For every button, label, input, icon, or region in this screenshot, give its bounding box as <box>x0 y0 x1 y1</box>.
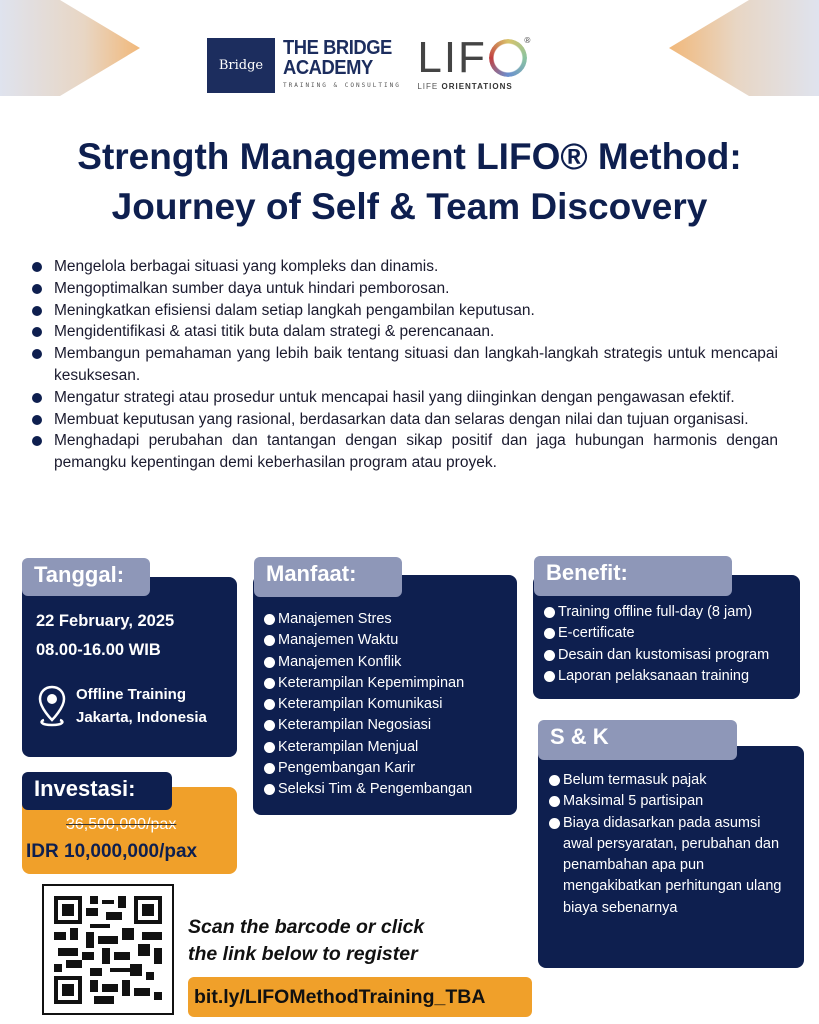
manfaat-item: Seleksi Tim & Pengembangan <box>263 779 517 800</box>
terms-item: Biaya didasarkan pada asumsi awal persyaratan, perubahan dan penambahan apa pun mengakibatkan perhitungan ulang biaya sebenarnya <box>548 813 794 919</box>
objective-item: Mengoptimalkan sumber daya untuk hindari pemborosan. <box>30 278 778 300</box>
terms-item: Belum termasuk pajak <box>548 770 794 791</box>
academy-tagline: TRAINING & CONSULTING <box>283 82 401 89</box>
manfaat-item: Keterampilan Kepemimpinan <box>263 673 517 694</box>
benefit-label: Benefit: <box>534 556 732 596</box>
event-date: 22 February, 2025 <box>36 612 175 630</box>
location-type: Offline Training <box>76 686 187 703</box>
manfaat-item: Pengembangan Karir <box>263 758 517 779</box>
discount-price: IDR 10,000,000/pax <box>26 841 198 862</box>
manfaat-item: Keterampilan Negosiasi <box>263 715 517 736</box>
manfaat-card <box>253 575 517 815</box>
decorative-chevron-left <box>0 0 140 96</box>
manfaat-item: Manajemen Waktu <box>263 630 517 651</box>
objective-item: Membuat keputusan yang rasional, berdasarkan data dan selaras dengan nilai dan tujuan organisasi. <box>30 409 778 431</box>
date-label: Tanggal: <box>22 558 150 596</box>
lifo-tagline <box>417 82 527 91</box>
title-line-2: Journey of Self & Team Discovery <box>111 186 708 227</box>
lifo-tagline-bold: ORIENTATIONS <box>441 82 513 91</box>
objective-item: Mengatur strategi atau prosedur untuk mencapai hasil yang diinginkan dengan pengawasan efektif. <box>30 387 778 409</box>
academy-name-line1: THE BRIDGE <box>283 37 392 59</box>
manfaat-item: Manajemen Stres <box>263 609 517 630</box>
bridge-academy-logo <box>283 38 401 89</box>
event-time: 08.00-16.00 WIB <box>36 641 161 659</box>
terms-list <box>548 770 794 919</box>
objective-item: Menghadapi perubahan dan tantangan dengan sikap positif dan jaga hubungan harmonis dengan pemangku kepentingan demi keberhasilan program atau proyek. <box>30 430 778 474</box>
register-line-1: Scan the barcode or click <box>188 916 425 938</box>
manfaat-item: Keterampilan Komunikasi <box>263 694 517 715</box>
header-logos <box>207 33 532 93</box>
benefit-item: Training offline full-day (8 jam) <box>543 602 800 623</box>
objective-item: Membangun pemahaman yang lebih baik tentang situasi dan langkah-langkah strategis untuk mencapai kesuksesan. <box>30 343 778 387</box>
title-line-1: Strength Management LIFO® Method: <box>77 136 742 177</box>
objective-item: Meningkatkan efisiensi dalam setiap langkah pengambilan keputusan. <box>30 300 778 322</box>
academy-name-line2: ACADEMY <box>283 57 373 79</box>
location-pin-icon <box>36 684 68 728</box>
location-city: Jakarta, Indonesia <box>76 709 207 726</box>
qr-code-icon <box>54 896 162 1004</box>
manfaat-item: Keterampilan Menjual <box>263 737 517 758</box>
investasi-label: Investasi: <box>22 772 172 810</box>
register-instructions <box>188 914 424 968</box>
page-title <box>0 132 819 232</box>
terms-card <box>538 746 804 968</box>
lifo-ring-icon <box>489 39 527 77</box>
lifo-tagline-light: LIFE <box>417 82 442 91</box>
decorative-chevron-right <box>669 0 819 96</box>
register-line-2: the link below to register <box>188 943 418 965</box>
objective-item: Mengidentifikasi & atasi titik buta dalam strategi & perencanaan. <box>30 321 778 343</box>
benefit-item: Laporan pelaksanaan training <box>543 666 800 687</box>
objective-item: Mengelola berbagai situasi yang kompleks dan dinamis. <box>30 256 778 278</box>
objectives-list <box>30 256 778 474</box>
original-price: 36,500,000/pax <box>66 816 177 833</box>
event-location <box>36 683 237 729</box>
manfaat-label: Manfaat: <box>254 557 402 597</box>
registration-link[interactable]: bit.ly/LIFOMethodTraining_TBA <box>188 977 532 1017</box>
date-card <box>22 577 237 757</box>
terms-item: Maksimal 5 partisipan <box>548 791 794 812</box>
bridge-logo-box: Bridge <box>207 38 275 93</box>
lifo-logo <box>417 33 532 91</box>
manfaat-item: Manajemen Konflik <box>263 652 517 673</box>
benefit-item: Desain dan kustomisasi program <box>543 645 800 666</box>
qr-code[interactable] <box>42 884 174 1015</box>
manfaat-list <box>263 609 517 801</box>
lifo-letters: LIF <box>417 33 487 82</box>
benefit-item: E-certificate <box>543 623 800 644</box>
benefit-list <box>543 602 800 687</box>
terms-label: S & K <box>538 720 737 760</box>
registered-mark: ® <box>523 36 532 45</box>
